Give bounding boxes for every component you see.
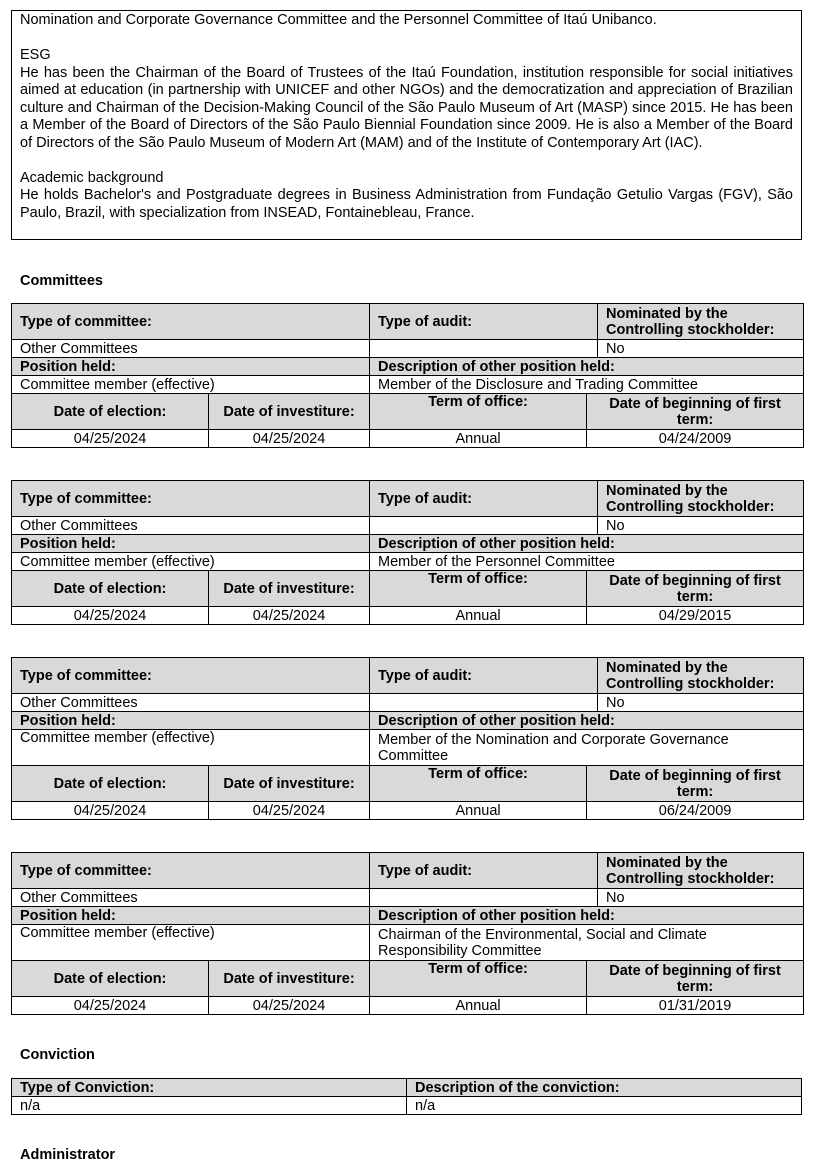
position-held-value: Committee member (effective) [12,730,370,766]
date-beginning-value: 06/24/2009 [587,802,804,820]
biography-box [11,10,802,240]
type-conviction-label: Type of Conviction: [12,1079,407,1097]
audit-type-value [370,517,598,535]
audit-type-value [370,694,598,712]
date-election-value: 04/25/2024 [12,607,209,625]
date-beginning-label: Date of beginning of first term: [587,961,804,997]
audit-type-value [370,340,598,358]
date-beginning-label: Date of beginning of first term: [587,394,804,430]
date-investiture-label: Date of investiture: [209,571,370,607]
type-of-audit-label: Type of audit: [370,853,598,889]
type-of-audit-label: Type of audit: [370,304,598,340]
academic-heading: Academic background [20,169,164,186]
type-of-audit-label: Type of audit: [370,658,598,694]
date-election-value: 04/25/2024 [12,430,209,448]
type-of-committee-label: Type of committee: [12,481,370,517]
date-election-value: 04/25/2024 [12,997,209,1015]
date-investiture-label: Date of investiture: [209,961,370,997]
committee-type-value: Other Committees [12,694,370,712]
esg-heading: ESG [20,47,51,63]
nominated-label: Nominated by the Controlling stockholder: [598,658,804,694]
position-held-value: Committee member (effective) [12,553,370,571]
description-other-label: Description of other position held: [370,358,804,376]
audit-type-value [370,889,598,907]
date-beginning-label: Date of beginning of first term: [587,766,804,802]
date-election-label: Date of election: [12,394,209,430]
administrator-title: Administrator [20,1147,116,1163]
date-election-value: 04/25/2024 [12,802,209,820]
position-held-label: Position held: [12,907,370,925]
position-held-label: Position held: [12,358,370,376]
description-other-label: Description of other position held: [370,907,804,925]
conviction-table [11,1078,802,1115]
date-investiture-value: 04/25/2024 [209,607,370,625]
committee-table [11,303,804,448]
position-held-label: Position held: [12,535,370,553]
date-beginning-value: 01/31/2019 [587,997,804,1015]
committee-table [11,480,804,625]
description-conviction-label: Description of the conviction: [407,1079,802,1097]
committee-type-value: Other Committees [12,889,370,907]
term-office-label: Term of office: [370,571,587,607]
academic-text: He holds Bachelor's and Postgraduate degrees in Business Administration from Fundação Getulio Vargas (FGV), São Paulo, Brazil, with specialization from INSEAD, Fontainebleau, France. [20,187,793,221]
type-of-committee-label: Type of committee: [12,853,370,889]
committees-title: Committees [20,273,103,289]
term-office-label: Term of office: [370,394,587,430]
description-other-label: Description of other position held: [370,535,804,553]
description-other-label: Description of other position held: [370,712,804,730]
date-investiture-value: 04/25/2024 [209,430,370,448]
type-conviction-value: n/a [12,1097,407,1115]
term-office-value: Annual [370,997,587,1015]
nominated-value: No [598,340,804,358]
date-election-label: Date of election: [12,766,209,802]
term-office-value: Annual [370,607,587,625]
description-other-value: Member of the Disclosure and Trading Committee [370,376,804,394]
description-other-value: Member of the Personnel Committee [370,553,804,571]
conviction-title: Conviction [20,1047,95,1063]
date-election-label: Date of election: [12,961,209,997]
nominated-value: No [598,517,804,535]
nominated-value: No [598,694,804,712]
term-office-value: Annual [370,430,587,448]
esg-text: He has been the Chairman of the Board of Trustees of the Itaú Foundation, institution responsible for social initiatives aimed at education (in partnership with UNICEF and other NGOs) and the democratization and appreciation of Brazilian culture and Chairman of the Decision-Making Council of the São Paulo Museum of Art (MASP) since 2015. He has been a Member of the Board of Directors of the São Paulo Biennial Foundation since 2009. He is also a Member of the Board of Directors of the São Paulo Museum of Modern Art (MAM) and of the Institute of Contemporary Art (IAC). [20,64,793,151]
type-of-audit-label: Type of audit: [370,481,598,517]
nominated-label: Nominated by the Controlling stockholder: [598,853,804,889]
position-held-label: Position held: [12,712,370,730]
date-beginning-value: 04/29/2015 [587,607,804,625]
type-of-committee-label: Type of committee: [12,658,370,694]
description-other-value: Member of the Nomination and Corporate Governance Committee [370,730,804,766]
date-beginning-label: Date of beginning of first term: [587,571,804,607]
date-investiture-value: 04/25/2024 [209,802,370,820]
date-investiture-value: 04/25/2024 [209,997,370,1015]
term-office-label: Term of office: [370,766,587,802]
committee-type-value: Other Committees [12,340,370,358]
position-held-value: Committee member (effective) [12,925,370,961]
committee-type-value: Other Committees [12,517,370,535]
type-of-committee-label: Type of committee: [12,304,370,340]
term-office-label: Term of office: [370,961,587,997]
committee-table [11,852,804,1015]
description-other-value: Chairman of the Environmental, Social and Climate Responsibility Committee [370,925,804,961]
description-conviction-value: n/a [407,1097,802,1115]
committee-table [11,657,804,820]
date-beginning-value: 04/24/2009 [587,430,804,448]
nominated-value: No [598,889,804,907]
nominated-label: Nominated by the Controlling stockholder: [598,304,804,340]
date-investiture-label: Date of investiture: [209,766,370,802]
bio-line-top: Nomination and Corporate Governance Committee and the Personnel Committee of Itaú Unibanco. [20,12,657,28]
term-office-value: Annual [370,802,587,820]
date-election-label: Date of election: [12,571,209,607]
position-held-value: Committee member (effective) [12,376,370,394]
date-investiture-label: Date of investiture: [209,394,370,430]
nominated-label: Nominated by the Controlling stockholder: [598,481,804,517]
